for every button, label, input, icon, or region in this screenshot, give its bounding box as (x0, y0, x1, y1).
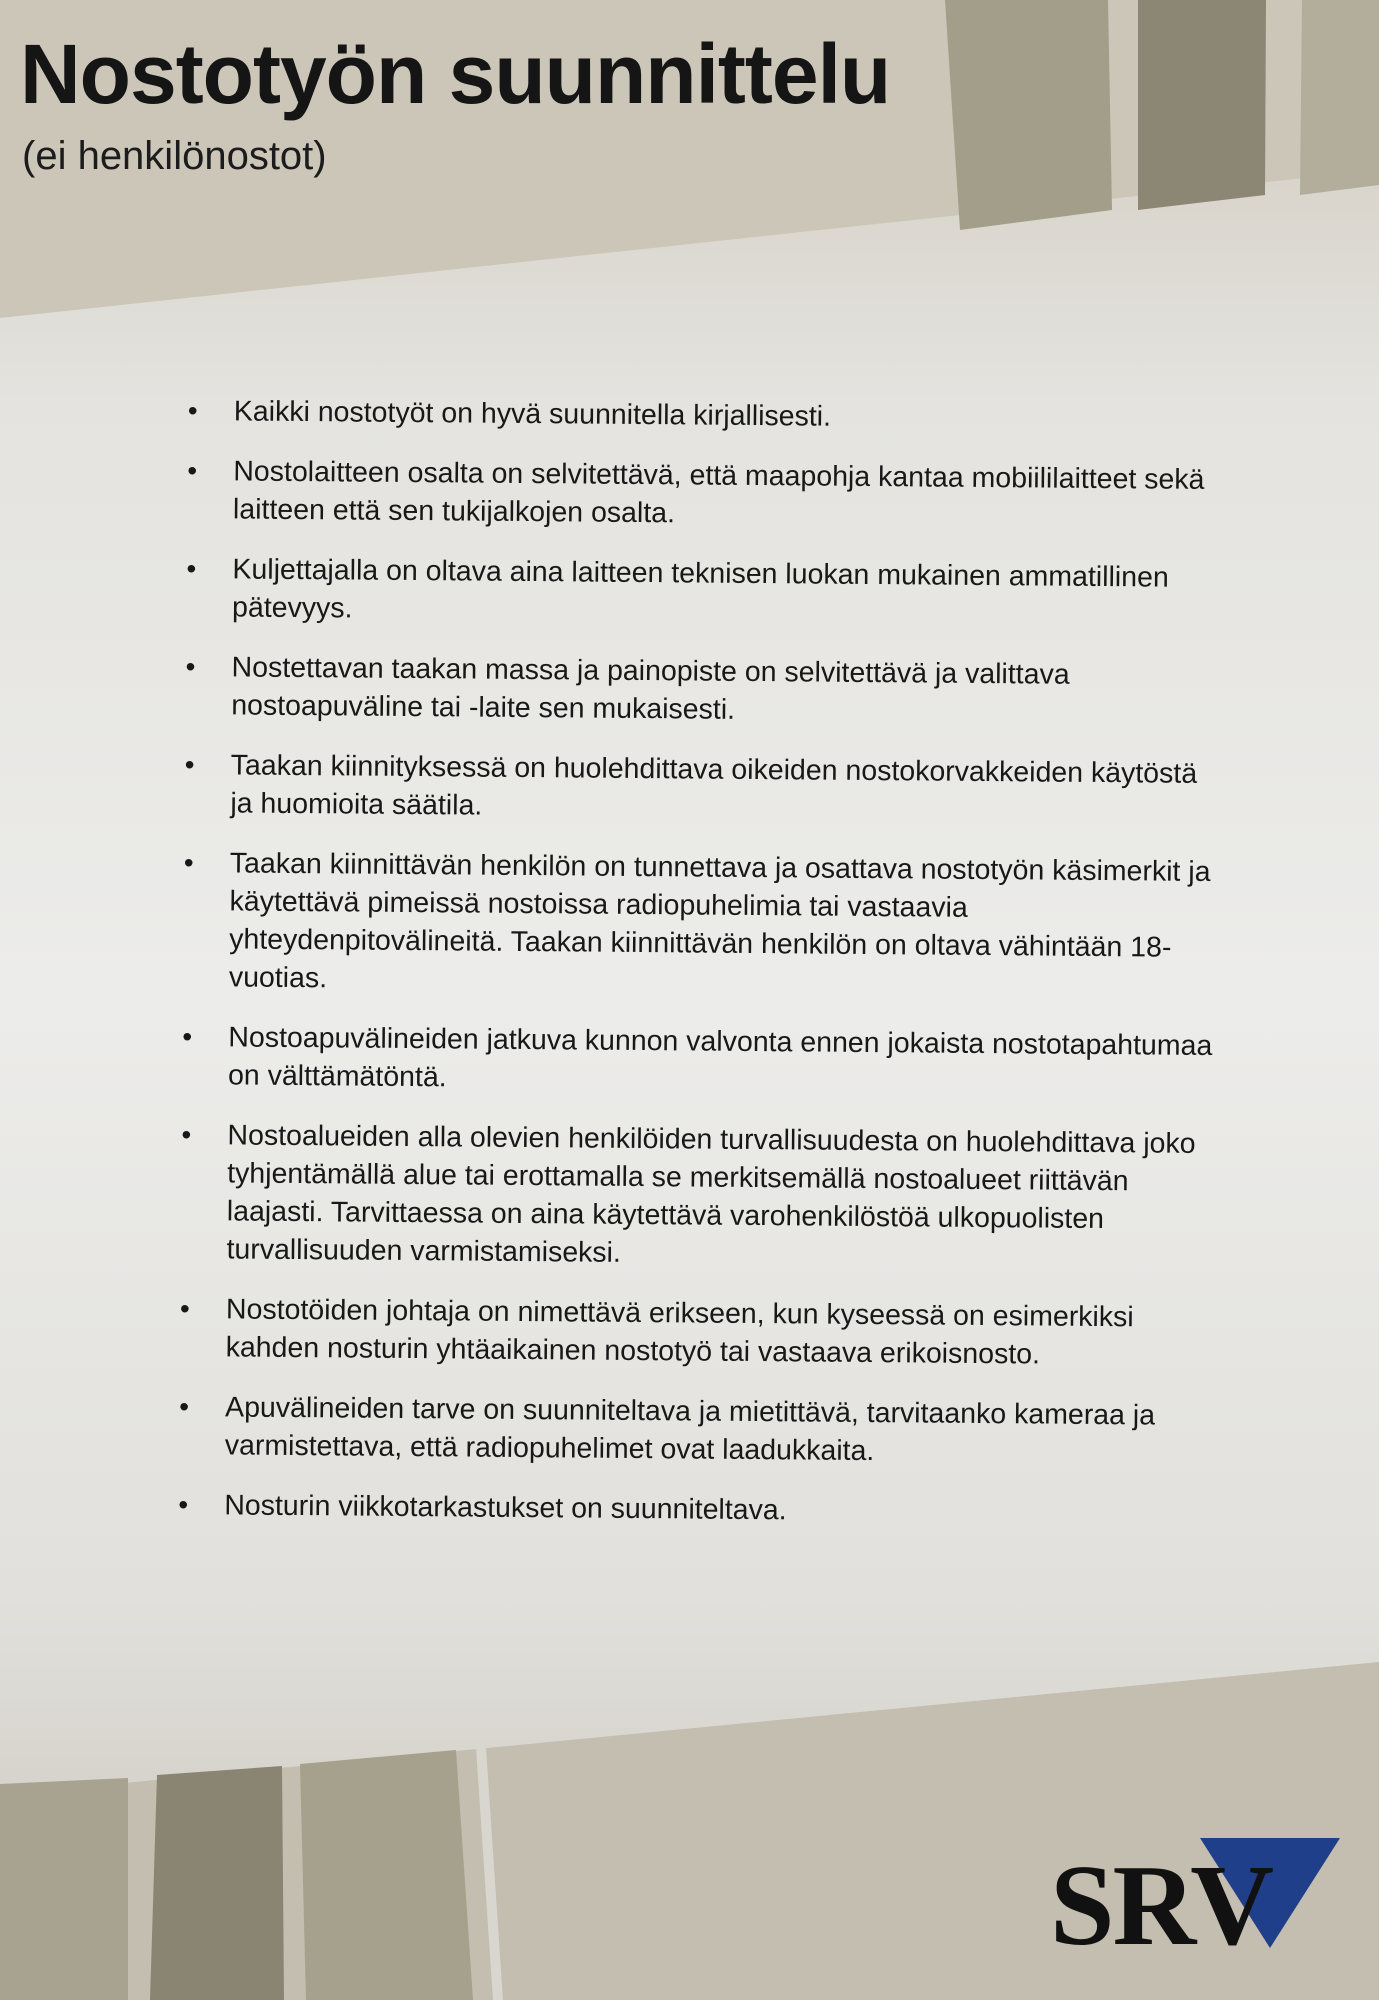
list-item-text: Nostotöiden johtaja on nimettävä erikseen, kun kyseessä on esimerkiksi kahden nosturin yhtäaikainen nostotyö tai vastaava erikoisnosto. (225, 1293, 1134, 1371)
guideline-list (174, 392, 1224, 1555)
list-item (181, 648, 1222, 733)
bullet: • (181, 1119, 192, 1151)
bottom-block-3 (300, 1750, 473, 2000)
list-item (182, 550, 1223, 635)
list-item (176, 1290, 1217, 1375)
list-item-text: Kuljettajalla on oltava aina laitteen teknisen luokan mukainen ammatillinen pätevyys. (231, 553, 1169, 625)
bullet: • (185, 651, 196, 683)
list-item-text: Apuvälineiden tarve on suunniteltava ja mietittävä, tarvitaanko kameraa ja varmistettava, että radiopuhelimet ovat laadukkaita. (224, 1391, 1156, 1468)
bullet: • (182, 1021, 193, 1053)
list-item (179, 844, 1220, 1005)
page-subtitle: (ei henkilönostot) (22, 134, 327, 178)
list-item (183, 452, 1224, 537)
list-item-text: Taakan kiinnittävän henkilön on tunnettava ja osattava nostotyön käsimerkit ja käytettävä pimeissä nostoissa radiopuhelimia tai vastaavia yhteydenpitovälineitä. Taakan kiinnittävän henkilön on oltava vähintään 18-vuotias. (228, 847, 1211, 995)
bullet: • (183, 847, 194, 879)
list-item (176, 1116, 1217, 1277)
list-item-text: Nostoalueiden alla olevien henkilöiden turvallisuudesta on huolehdittava joko tyhjentämällä alue tai erottamalla se merkitsemällä nostoalueet riittävän laajasti. Tarvittaessa on aina käytettävä varohenkilöstöä ulkopuolisten turvallisuuden varmistamiseksi. (226, 1119, 1196, 1269)
bullet: • (178, 1488, 189, 1521)
list-item-text: Nostolaitteen osalta on selvitettävä, että maapohja kantaa mobiililaitteet sekä laitteen että sen tukijalkojen osalta. (232, 455, 1205, 530)
top-block-3 (1300, 0, 1379, 195)
list-item (180, 746, 1221, 831)
list-item-text: Nostoapuvälineiden jatkuva kunnon valvonta ennen jokaista nostotapahtumaa on välttämätöntä. (227, 1021, 1213, 1094)
logo-text: SRV (1050, 1842, 1272, 1970)
bottom-block-1 (0, 1778, 128, 2000)
top-block-2 (1138, 0, 1266, 210)
list-item (184, 392, 1224, 439)
bullet: • (184, 749, 195, 781)
bottom-block-2 (150, 1766, 284, 2000)
bullet: • (179, 1390, 190, 1423)
list-item-text: Nosturin viikkotarkastukset on suunniteltava. (224, 1489, 787, 1527)
bullet: • (187, 395, 198, 427)
bullet: • (187, 455, 198, 487)
bullet: • (186, 553, 197, 585)
list-item (175, 1388, 1216, 1473)
list-item-text: Taakan kiinnityksessä on huolehdittava oikeiden nostokorvakkeiden käytöstä ja huomioita säätila. (230, 749, 1198, 822)
srv-logo (1050, 1838, 1340, 1978)
list-item (178, 1018, 1219, 1103)
list-item-text: Kaikki nostotyöt on hyvä suunnitella kirjallisesti. (233, 395, 832, 433)
list-item-text: Nostettavan taakan massa ja painopiste on selvitettävä ja valittava nostoapuväline tai -laite sen mukaisesti. (231, 651, 1070, 726)
page-title: Nostotyön suunnittelu (20, 27, 891, 121)
bullet: • (179, 1293, 190, 1325)
top-block-1 (945, 0, 1112, 230)
list-item (174, 1486, 1214, 1533)
